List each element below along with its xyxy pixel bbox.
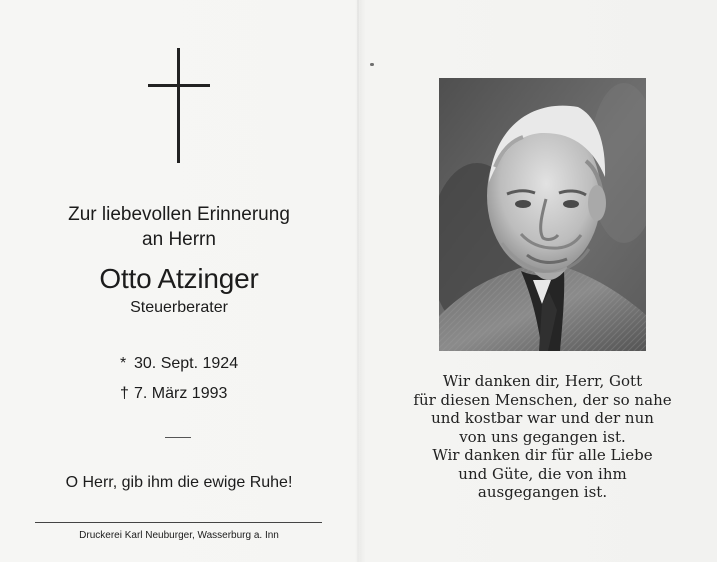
deceased-name: Otto Atzinger [99,263,259,294]
divider-dash [165,437,191,438]
poem-line: ausgegangen ist. [477,483,608,501]
birth-symbol: * [120,355,127,372]
deceased-profession: Steuerberater [130,299,228,316]
card-fold [357,0,359,562]
printer-credit: Druckerei Karl Neuburger, Wasserburg a. Inn [79,530,279,541]
poem-line: Wir danken dir, Herr, Gott [442,372,643,390]
birth-date: 30. Sept. 1924 [134,355,239,372]
memorial-poem [380,372,705,502]
birth-date-row [120,354,270,374]
poem-line: und Güte, die von ihm [458,464,627,483]
memorial-intro-line-2: an Herrn [142,229,216,250]
portrait-image [439,78,646,351]
poem-line: von uns gegangen ist. [459,427,626,446]
memorial-intro-line-1: Zur liebevollen Erinnerung [68,204,290,225]
cross-icon-vertical [177,48,180,163]
death-date-row [120,384,270,404]
poem-line: für diesen Menschen, der so nahe [413,390,672,409]
printer-rule [35,522,322,523]
cross-icon-horizontal [148,84,210,87]
death-date: 7. März 1993 [134,385,228,402]
poem-line: Wir danken dir für alle Liebe [432,446,653,464]
paper-speck [370,63,374,66]
prayer-text: O Herr, gib ihm die ewige Ruhe! [65,474,293,491]
portrait-photo [439,78,646,351]
death-symbol: † [120,385,129,402]
poem-line: und kostbar war und der nun [431,409,654,427]
